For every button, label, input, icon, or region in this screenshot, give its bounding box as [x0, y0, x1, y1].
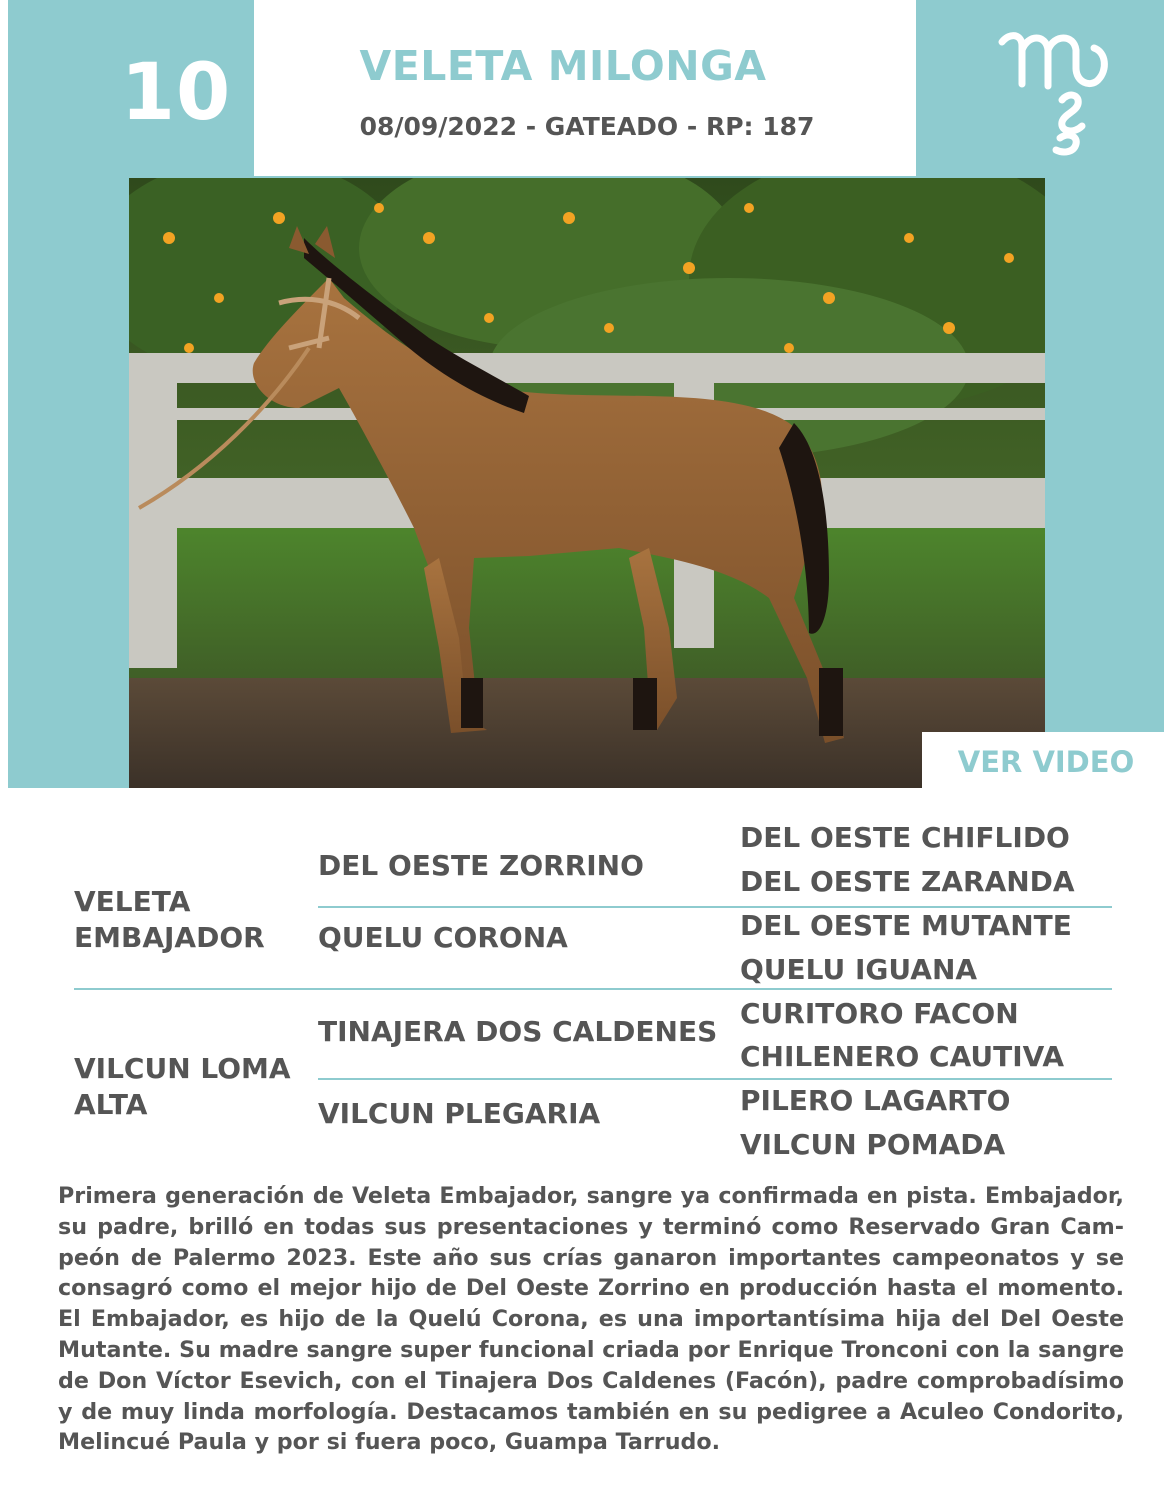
sire-sire-sire: DEL OESTE CHIFLIDO [740, 821, 1070, 854]
dam-sire: TINAJERA DOS CALDENES [318, 1015, 718, 1048]
horse-photo [129, 178, 1045, 788]
pedigree-divider [318, 1078, 1112, 1080]
sire-dam-dam: QUELU IGUANA [740, 953, 978, 986]
dam-name: VILCUN LOMA ALTA [74, 1052, 291, 1121]
sire-dam-sire: DEL OESTE MUTANTE [740, 909, 1072, 942]
pedigree-dam [74, 1051, 304, 1123]
pedigree-sire [74, 884, 274, 956]
lot-description: Primera generación de Veleta Embajador, sangre ya confirmada en pista. Embajador, su padre, brilló en todas sus presentaciones y terminó como Reservado Gran Campeón de Palermo 2023. Este año sus crías ganaron importantes campeonatos y se consagró como el mejor hijo de Del Oeste Zorrino en producción hasta el momento. El Embajador, es hijo de la Quelú Corona, es una importantísima hija del Del Oeste Mutante. Su madre sangre super funcional criada por Enrique Tronconi con la sangre de Don Víctor Esevich, con el Tinajera Dos Caldenes (Facón), padre comprobadísimo y de muy linda morfología. Destacamos también en su pedigree a Aculeo Condorito, Melincué Paula y por si fuera poco, Guampa Tarrudo. [58, 1183, 1124, 1456]
horse-photo-illustration [129, 178, 1045, 788]
horse-info: 08/09/2022 - GATEADO - RP: 187 [359, 112, 815, 141]
watch-video-link[interactable]: VER VIDEO [957, 745, 1135, 779]
dam-dam-dam: VILCUN POMADA [740, 1128, 1006, 1161]
pedigree-divider [74, 988, 1112, 990]
lot-number: 10 [120, 48, 232, 138]
sire-sire-dam: DEL OESTE ZARANDA [740, 865, 1075, 898]
dam-sire-dam: CHILENERO CAUTIVA [740, 1040, 1065, 1073]
horse-name: VELETA MILONGA [359, 42, 767, 90]
sire-dam: QUELU CORONA [318, 921, 568, 954]
dam-dam-sire: PILERO LAGARTO [740, 1084, 1011, 1117]
dam-dam: VILCUN PLEGARIA [318, 1097, 601, 1130]
sire-name: VELETA EMBAJADOR [74, 885, 265, 954]
pedigree-divider [318, 906, 1112, 908]
brand-mark-icon [992, 22, 1116, 158]
sire-sire: DEL OESTE ZORRINO [318, 849, 644, 882]
dam-sire-sire: CURITORO FACON [740, 997, 1019, 1030]
